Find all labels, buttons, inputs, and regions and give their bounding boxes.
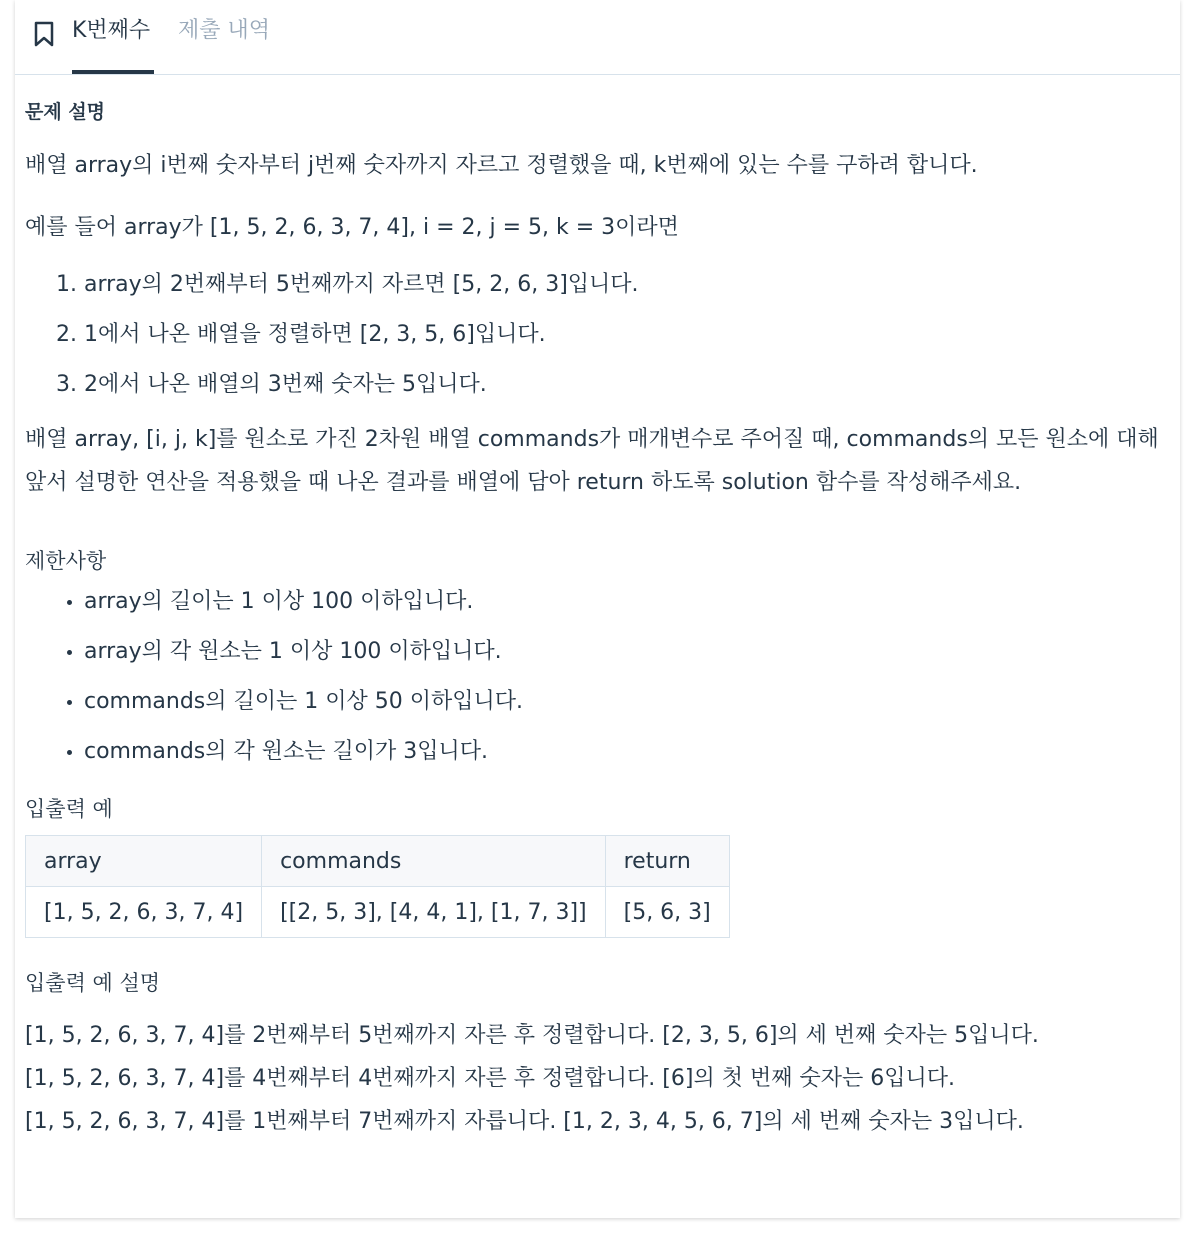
step-item: 2. 1에서 나온 배열을 정렬하면 [2, 3, 5, 6]입니다.	[84, 318, 1175, 351]
constraint-item: • array의 각 원소는 1 이상 100 이하입니다.	[84, 635, 1175, 668]
problem-content	[25, 90, 1175, 1143]
constraints-list	[25, 585, 1175, 768]
constraint-item: • commands의 길이는 1 이상 50 이하입니다.	[84, 685, 1175, 718]
active-tab-indicator	[72, 70, 154, 74]
bookmark-icon[interactable]	[32, 21, 56, 47]
constraint-item: • commands의 각 원소는 길이가 3입니다.	[84, 735, 1175, 768]
table-header-row	[26, 836, 730, 887]
problem-card	[15, 0, 1180, 1218]
explanation-line: [1, 5, 2, 6, 3, 7, 4]를 1번째부터 7번째까지 자릅니다. [1, 2, 3, 4, 5, 6, 7]의 세 번째 숫자는 3입니다.	[25, 1109, 1024, 1134]
column-header-array: array	[26, 836, 262, 887]
step-list	[25, 268, 1175, 401]
problem-heading: 문제 설명	[25, 101, 106, 123]
column-header-return: return	[605, 836, 729, 887]
explanation-line: [1, 5, 2, 6, 3, 7, 4]를 4번째부터 4번째까지 자른 후 정렬합니다. [6]의 첫 번째 숫자는 6입니다.	[25, 1066, 955, 1091]
step-item: 3. 2에서 나온 배열의 3번째 숫자는 5입니다.	[84, 368, 1175, 401]
table-row	[26, 887, 730, 938]
tab-bar	[15, 0, 1180, 75]
table-cell: [[2, 5, 3], [4, 4, 1], [1, 7, 3]]	[262, 887, 606, 938]
table-cell: [1, 5, 2, 6, 3, 7, 4]	[26, 887, 262, 938]
tab-submissions[interactable]: 제출 내역	[178, 18, 271, 43]
constraint-item: • array의 길이는 1 이상 100 이하입니다.	[84, 585, 1175, 618]
example-intro: 예를 들어 array가 [1, 5, 2, 6, 3, 7, 4], i = 2, j = 5, k = 3이라면	[25, 215, 679, 240]
explanation-block	[25, 1014, 1175, 1143]
problem-task: 배열 array, [i, j, k]를 원소로 가진 2차원 배열 commands가 매개변수로 주어질 때, commands의 모든 원소에 대해 앞서 설명한 연산을 적용했을 때 나온 결과를 배열에 담아 return 하도록 solution 함수를 작성해주세요.	[25, 427, 1159, 495]
examples-table	[25, 835, 730, 938]
tab-problem[interactable]: K번째수	[72, 18, 151, 43]
table-cell: [5, 6, 3]	[605, 887, 729, 938]
step-item: 1. array의 2번째부터 5번째까지 자르면 [5, 2, 6, 3]입니다.	[84, 268, 1175, 301]
explanation-title: 입출력 예 설명	[25, 971, 161, 995]
constraints-title: 제한사항	[25, 549, 107, 573]
examples-title: 입출력 예	[25, 797, 113, 821]
column-header-commands: commands	[262, 836, 606, 887]
explanation-line: [1, 5, 2, 6, 3, 7, 4]를 2번째부터 5번째까지 자른 후 정렬합니다. [2, 3, 5, 6]의 세 번째 숫자는 5입니다.	[25, 1023, 1039, 1048]
problem-intro: 배열 array의 i번째 숫자부터 j번째 숫자까지 자르고 정렬했을 때, k번째에 있는 수를 구하려 합니다.	[25, 153, 978, 178]
